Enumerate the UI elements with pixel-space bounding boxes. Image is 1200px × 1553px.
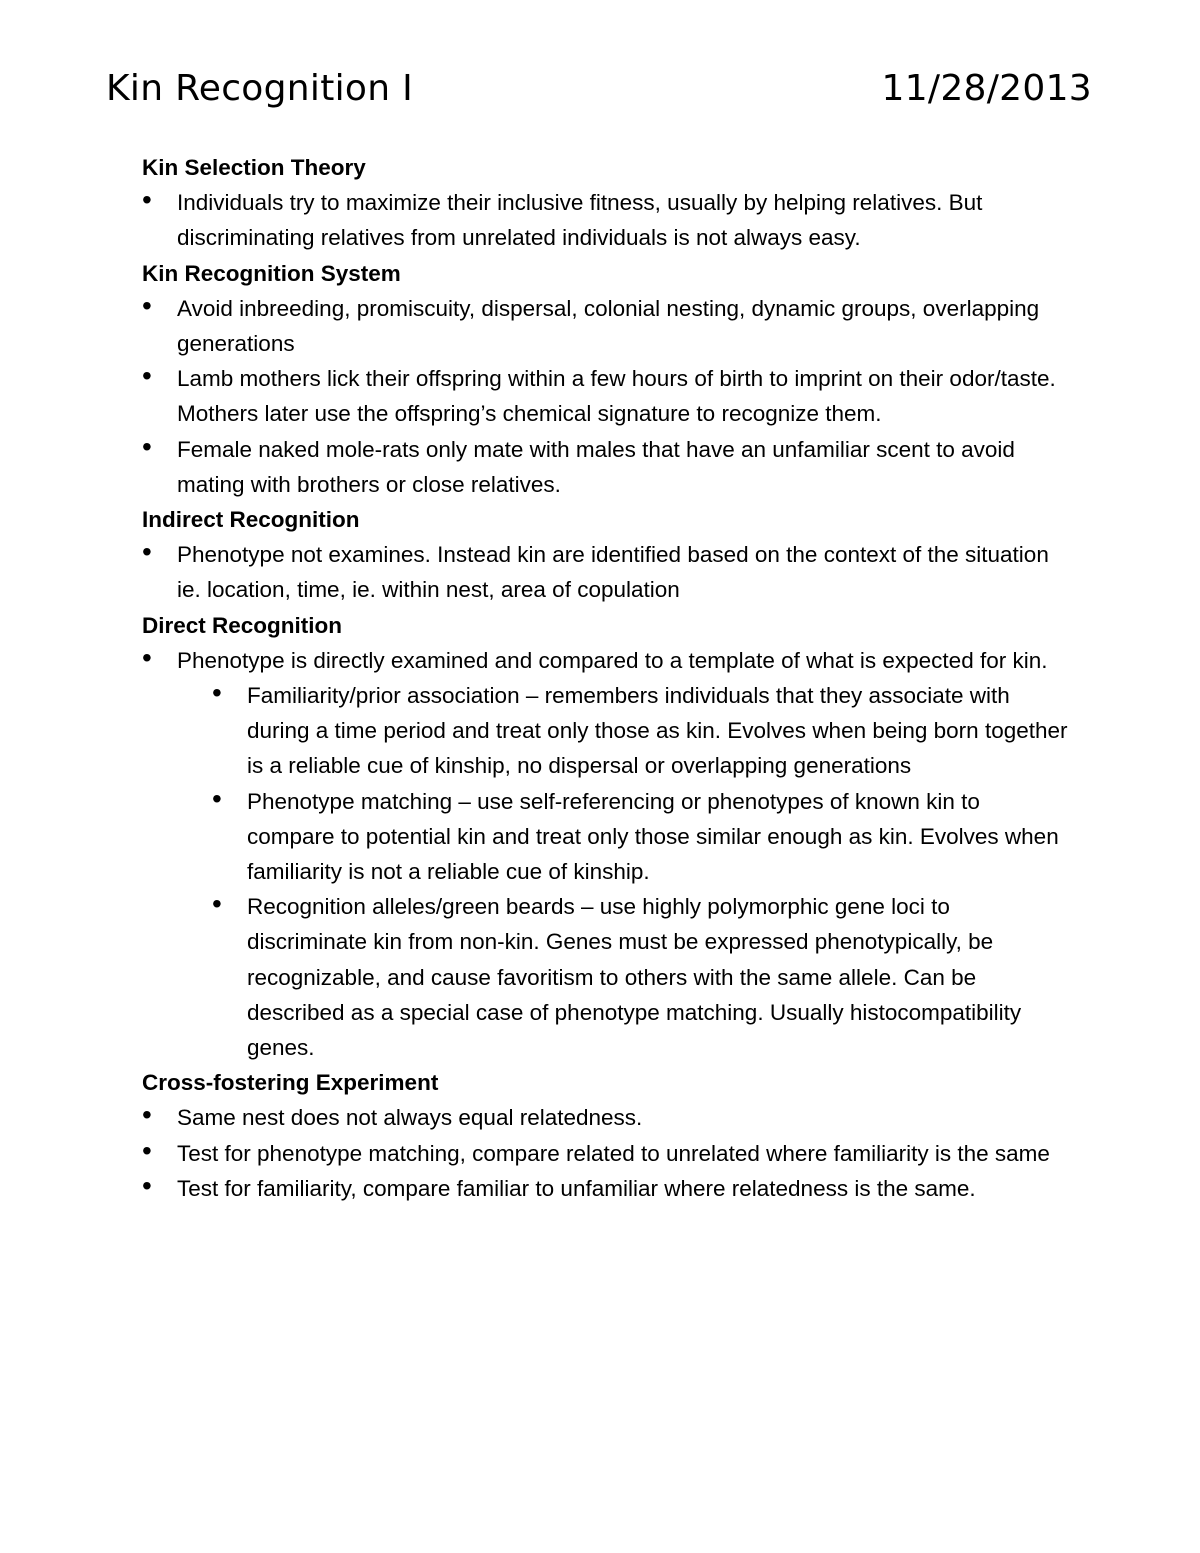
section-heading: Kin Selection Theory	[142, 155, 366, 180]
bullet-item: • Test for phenotype matching, compare related to unrelated where familiarity is the same	[142, 1136, 1072, 1171]
sub-bullet-item: • Phenotype matching – use self-referencing or phenotypes of known kin to compare to potential kin and treat only those similar enough as kin. Evolves when familiarity is not a reliable cue of kinship.	[142, 784, 1072, 890]
section-kin-recognition-system	[142, 256, 1072, 502]
section-kin-selection-theory	[142, 150, 1072, 256]
section-indirect-recognition	[142, 502, 1072, 608]
notes-body	[142, 150, 1072, 1206]
bullet-list	[142, 537, 1072, 607]
sub-bullet-item: • Recognition alleles/green beards – use highly polymorphic gene loci to discriminate kin from non-kin. Genes must be expressed phenotypically, be recognizable, and cause favoritism to others with the same allele. Can be described as a special case of phenotype matching. Usually histocompatibility genes.	[142, 889, 1072, 1065]
sub-bullet-list	[142, 678, 1072, 1065]
document-title: Kin Recognition I	[106, 68, 414, 109]
bullet-list	[142, 291, 1072, 502]
bullet-list	[142, 643, 1072, 678]
document-header	[106, 68, 1092, 116]
bullet-item: • Female naked mole-rats only mate with males that have an unfamiliar scent to avoid mating with brothers or close relatives.	[142, 432, 1072, 502]
section-heading: Indirect Recognition	[142, 507, 360, 533]
section-heading: Cross-fostering Experiment	[142, 1070, 439, 1096]
sub-bullet-item: • Familiarity/prior association – remembers individuals that they associate with during a time period and treat only those as kin. Evolves when being born together is a reliable cue of kinship, no dispersal or overlapping generations	[142, 678, 1072, 784]
bullet-item: • Individuals try to maximize their inclusive fitness, usually by helping relatives. But discriminating relatives from unrelated individuals is not always easy.	[142, 185, 1072, 255]
bullet-item: • Phenotype is directly examined and compared to a template of what is expected for kin.	[142, 643, 1072, 678]
bullet-item: • Test for familiarity, compare familiar to unfamiliar where relatedness is the same.	[142, 1171, 1072, 1206]
bullet-item: • Lamb mothers lick their offspring within a few hours of birth to imprint on their odor/taste. Mothers later use the offspring’s chemical signature to recognize them.	[142, 361, 1072, 431]
section-cross-fostering-experiment	[142, 1065, 1072, 1206]
document-date: 11/28/2013	[881, 68, 1092, 109]
section-heading: Kin Recognition System	[142, 260, 401, 286]
bullet-item: • Phenotype not examines. Instead kin are identified based on the context of the situation ie. location, time, ie. within nest, area of copulation	[142, 537, 1072, 607]
section-heading: Direct Recognition	[142, 612, 343, 638]
bullet-list	[142, 1100, 1072, 1206]
bullet-list	[142, 185, 1072, 255]
bullet-item: • Same nest does not always equal relatedness.	[142, 1100, 1072, 1135]
bullet-item: • Avoid inbreeding, promiscuity, dispersal, colonial nesting, dynamic groups, overlapping generations	[142, 291, 1072, 361]
section-direct-recognition	[142, 608, 1072, 1066]
